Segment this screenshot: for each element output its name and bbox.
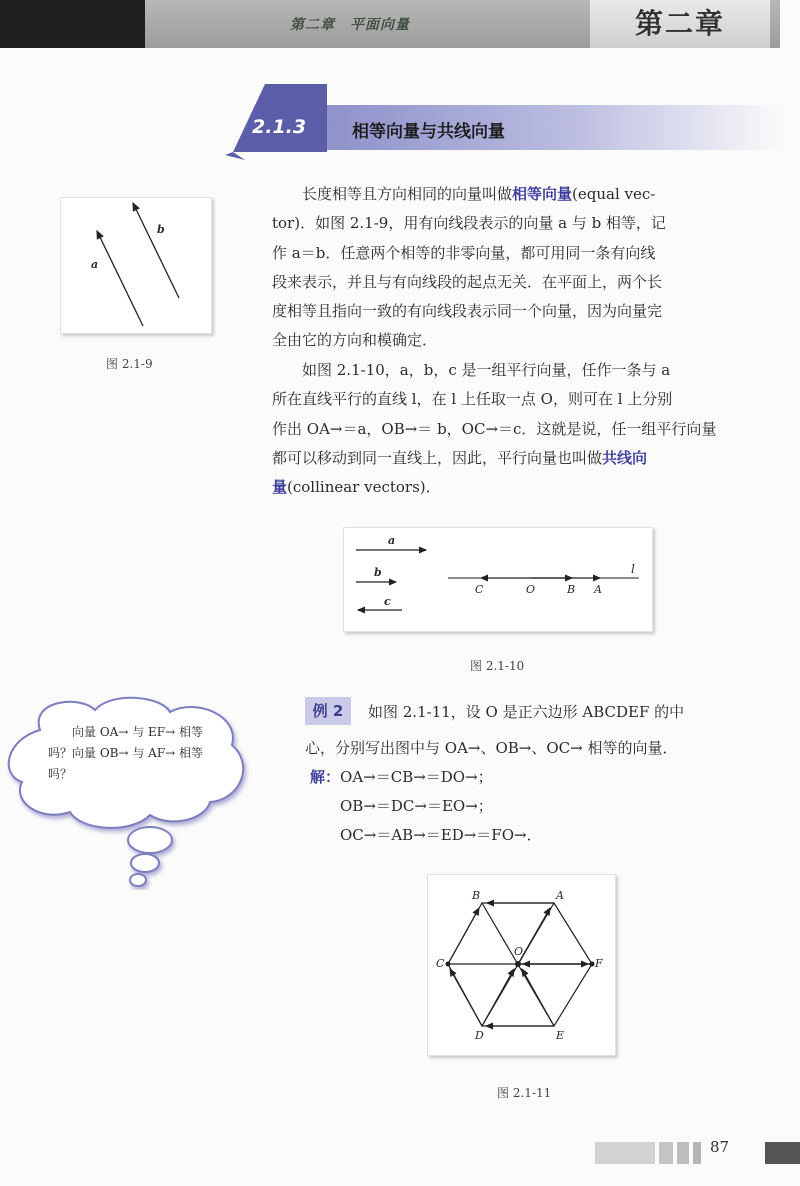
vertex-A: A — [556, 889, 564, 902]
para1-line-6: 全由它的方向和模确定． — [272, 331, 438, 350]
vertex-D: D — [475, 1029, 484, 1042]
solution-label: 解： — [310, 768, 341, 786]
figure-2-1-11 — [427, 874, 616, 1056]
paragraph-collinear-vectors — [272, 356, 757, 502]
chapter-badge: 第二章 — [590, 0, 770, 48]
para2-line-1: 如图 2.1-10，a，b，c 是一组平行向量，任作一条与 a — [272, 361, 671, 379]
vertex-E: E — [556, 1029, 565, 1042]
figure-2-1-10 — [343, 527, 653, 632]
page-footer-bar — [595, 1142, 800, 1164]
section-number: 2.1.3 — [252, 116, 307, 138]
fig2-label-c: c — [384, 595, 391, 608]
fig2-point-B: B — [567, 583, 576, 596]
example-line-2: 心，分别写出图中与 OA→、OB→、OC→ 相等的向量． — [305, 739, 678, 757]
section-banner — [225, 80, 800, 160]
vertex-O: O — [514, 945, 524, 958]
vertex-C: C — [436, 957, 445, 970]
para1-line-4: 段来表示，并且与有向线段的起点无关．在平面上，两个长 — [272, 272, 663, 291]
bubble-line-2: 吗？向量 OB→ 与 AF→ 相等 — [48, 746, 204, 760]
vertex-B: B — [472, 889, 481, 902]
solution-row-2: OB→＝DC→＝EO→； — [340, 797, 493, 815]
para2-line-2: 所在直线平行的直线 l，在 l 上任取一点 O，则可在 l 上分别 — [272, 390, 673, 409]
fig2-label-b: b — [374, 566, 382, 579]
label-a: a — [91, 258, 99, 271]
term-collinear-vectors: 共线向 — [602, 448, 648, 467]
thought-bubble — [0, 690, 255, 890]
vector-a-arrow — [97, 231, 143, 326]
bubble-line-1: 向量 OA→ 与 EF→ 相等 — [48, 725, 203, 739]
vector-b-arrow — [133, 203, 179, 298]
para2-line-5: 量(collinear vectors)． — [272, 478, 441, 497]
para1-line-5: 度相等且指向一致的有向线段表示同一个向量，因为向量完 — [272, 302, 663, 321]
figure-2-1-11-caption: 图 2.1-11 — [497, 1086, 552, 1100]
example-label: 例 2 — [305, 697, 351, 725]
para1-line-3: 作 a＝b．任意两个相等的非零向量，都可用同一条有向线 — [272, 243, 656, 262]
fig2-point-A: A — [594, 583, 602, 596]
para2-line-3: 作出 OA→＝a，OB→＝ b，OC→＝c．这就是说，任一组平行向量 — [272, 419, 717, 438]
term-equal-vectors: 相等向量 — [512, 185, 573, 203]
para1-line-2: tor)．如图 2.1-9，用有向线段表示的向量 a 与 b 相等，记 — [272, 214, 666, 233]
header-dark-block — [0, 0, 145, 48]
fig2-point-C: C — [475, 583, 484, 596]
fig2-label-a: a — [388, 534, 396, 547]
solution-row-3: OC→＝AB→＝ED→＝FO→． — [340, 826, 542, 844]
para1-line-1: 长度相等且方向相同的向量叫做相等向量(equal vec- — [272, 185, 656, 203]
solution-row-1: 解：OA→＝CB→＝DO→； — [310, 768, 493, 786]
figure-2-1-9-caption: 图 2.1-9 — [106, 357, 153, 371]
figure-2-1-9 — [60, 197, 212, 334]
para2-line-4: 都可以移动到同一直线上，因此，平行向量也叫做共线向 — [272, 448, 648, 467]
vertex-F: F — [595, 957, 603, 970]
paragraph-equal-vectors — [272, 180, 757, 356]
label-b: b — [157, 223, 165, 236]
equal-vectors-diagram — [61, 198, 211, 333]
section-title: 相等向量与共线向量 — [352, 122, 505, 142]
example-line-1: 如图 2.1-11，设 O 是正六边形 ABCDEF 的中 — [368, 703, 685, 721]
bubble-line-3: 吗？ — [48, 767, 73, 781]
center-point-O — [515, 961, 521, 967]
figure-2-1-10-caption: 图 2.1-10 — [470, 659, 525, 673]
header-chapter-title: 第二章 平面向量 — [290, 17, 410, 33]
fig2-point-O: O — [526, 583, 536, 596]
thought-bubble-text — [48, 722, 218, 785]
page-number: 87 — [710, 1138, 730, 1156]
hexagon-diagram — [428, 875, 615, 1055]
fig2-label-l: l — [631, 562, 635, 576]
